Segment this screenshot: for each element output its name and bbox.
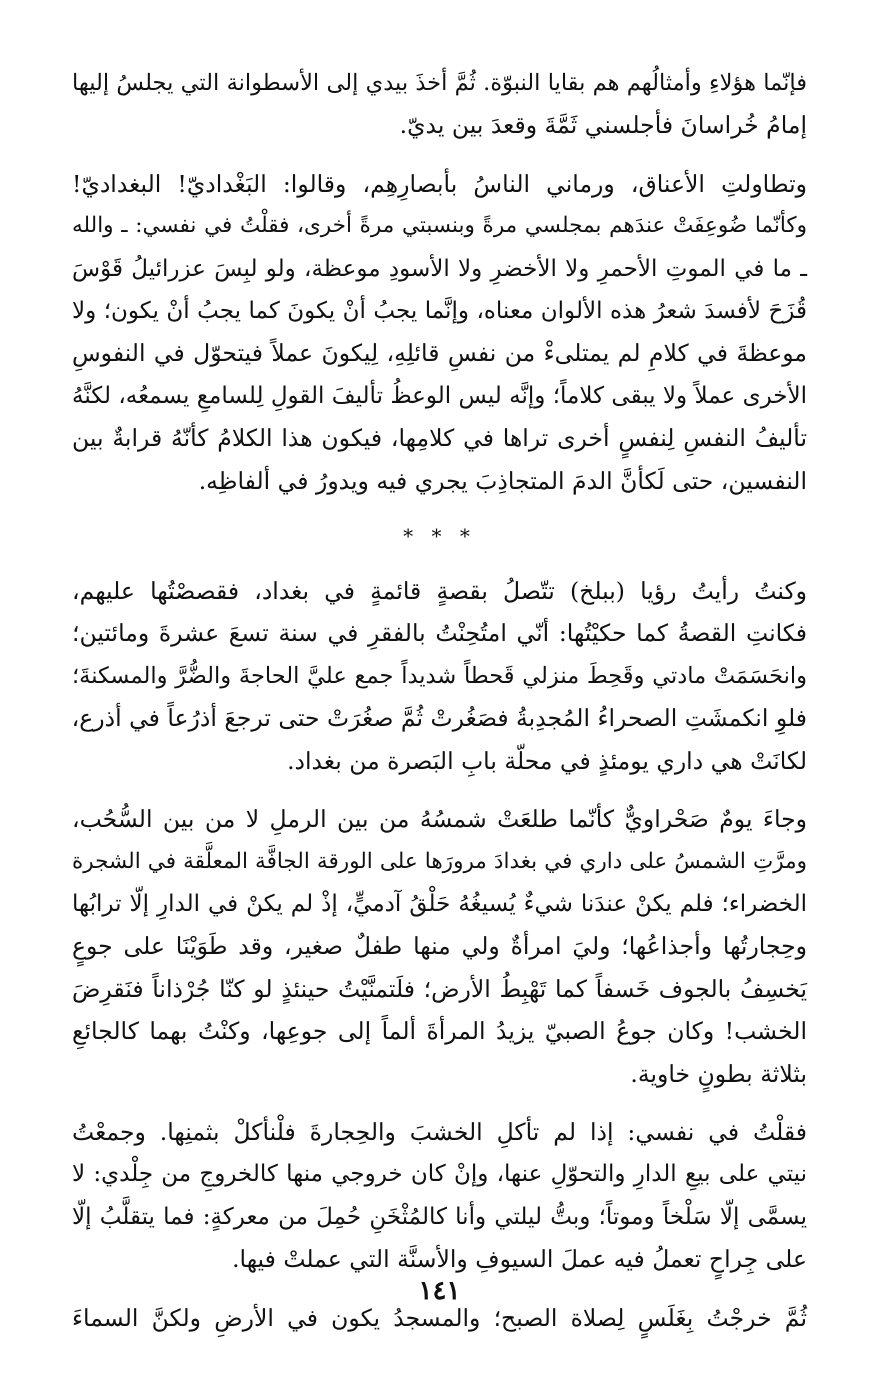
paragraph-1 <box>72 62 807 147</box>
text-line: يَخسِفُ بالجوف خَسفاً كما تَهْبِطُ الأرض؛ فلَتمنَّيْتُ حينئذٍ لو كنّا جُرْذاناً فنَقرِضَ <box>72 974 807 1003</box>
paragraph-5 <box>72 1111 807 1281</box>
paragraph-3 <box>72 570 807 782</box>
text-line: موعظةَ في كلامِ لم يمتلىءْ من نفسِ قائلِهِ، لِيكونَ عملاً فيتحوّل في النفوسِ <box>72 339 807 368</box>
text-line: الخضراء؛ فلم يكنْ عندَنا شيءٌ يُسيغُهُ حَلْقُ آدميٍّ، إذْ لم يكنْ في الدارِ إلّا ترابُها <box>72 890 808 917</box>
text-line: فقلْتُ في نفسي: إذا لم تأكلِ الخشبَ والحِجارةَ فلْنأكلْ بثمنِها. وجمعْتُ <box>72 1117 807 1146</box>
paragraph-4 <box>72 798 807 1095</box>
text-line: فإنّما هؤلاءِ وأمثالُهم هم بقايا النبوّة. ثُمَّ أخذَ بيدي إلى الأسطوانة التي يجلسُ إليها <box>72 70 807 96</box>
text-line: فلوِ انكمشَتِ الصحراءُ المُجدِبةُ فصَغُرتْ ثُمَّ صغُرَتْ حتى ترجعَ أذرُعاً في أذرع، <box>71 704 807 733</box>
page-number: ١٤١ <box>418 1276 461 1306</box>
text-line: على جِراحٍ تعملُ فيه عملَ السيوفِ والأسنَّة التي عملتْ فيها. <box>232 1245 807 1274</box>
text-line: ومرَّتِ الشمسُ على داري في بغدادَ مرورَها على الورقة الجافَّة المعلَّقة في الشجرة <box>72 848 807 874</box>
text-line: وانحَسَمَتْ مادتي وقَحِطَ منزلي قَحطاً شديداً جمع عليَّ الحاجةَ والضُّرَّ والمسكنةَ؛ <box>72 662 807 689</box>
text-line: وتطاولتِ الأعناق، ورماني الناسُ بأبصارِهِم، وقالوا: البَغْداديّ! البغداديّ! <box>72 169 807 198</box>
paragraph-2 <box>72 163 807 502</box>
text-line: فكانتِ القصةُ كما حكيْتُها: أنّي امتُحِنْتُ بالفقرِ في سنة تسعَ عشرةَ ومائتين؛ <box>72 619 807 648</box>
text-line: يسمَّى إلّا سَلْخاً وموتاً؛ وبتُّ ليلتي وأنا كالمُثْخَنِ حُمِلَ من معركةٍ: فما يتقلَّبُ إلّا <box>72 1203 807 1230</box>
text-line: بثلاثة بطونٍ خاوية. <box>630 1059 807 1088</box>
text-line: لكانَتْ هي داري يومئذٍ في محلّة بابِ البَصرة من بغداد. <box>287 746 807 775</box>
text-line: إمامُ خُراسانَ فأجلسني ثَمَّةَ وقعدَ بين يديّ. <box>399 111 807 140</box>
text-line: الخشب! وكان جوعُ الصبيّ يزيدُ المرأةَ ألماً إلى جوعِها، وكنْتُ بهما كالجائعِ <box>72 1017 807 1046</box>
text-line: ثُمَّ خرجْتُ بِغَلَسٍ لِصلاة الصبح؛ والمسجدُ يكون في الأرضِ ولكنَّ السماءَ <box>72 1303 807 1332</box>
text-line: وحِجارتُها وأجذاعُها؛ وليَ امرأةٌ ولي منها طفلٌ صغير، وقد طَوَيْنَا على جوعٍ <box>72 932 807 961</box>
text-line: تأليفُ النفسِ لِنفسٍ أخرى تراها في كلامِها، فيكون هذا الكلامُ كأنّهُ قرابةٌ بين <box>72 424 807 453</box>
section-separator: * * * <box>403 524 476 549</box>
text-line: وجاءَ يومٌ صَحْراويٌّ كأنّما طلعَتْ شمسُهُ من بين الرملِ لا من بين السُّحُب، <box>72 805 807 834</box>
text-line: نيتي على بيعِ الدارِ والتحوّلِ عنها، وإنْ كان خروجي منها كالخروجِ من جِلْدي: لا <box>72 1161 808 1188</box>
text-line: الأخرى عملاً ولا يبقى كلاماً؛ وإنَّه ليس الوعظُ تأليفَ القولِ لِلسامعِ يسمعُه، لكنَّهُ <box>72 382 807 409</box>
text-line: النفسين، حتى لَكأنَّ الدمَ المتجاذِبَ يجري فيه ويدورُ في ألفاظِه. <box>198 466 807 495</box>
text-line: ـ ما في الموتِ الأحمرِ ولا الأخضرِ ولا الأسودِ موعظة، ولو لبِسَ عزرائيلُ قَوْسَ <box>72 255 807 282</box>
text-line: وكأنّما ضُوعِفَتْ عندَهم بمجلسي مرةً وبنسبتي مرةً أخرى، فقلْتُ في نفسي: ـ والله <box>72 213 807 239</box>
text-line: قُزَحَ لأفسدَ شعرُ هذه الألوان معناه، وإنَّما يجبُ أنْ يكونَ كما يجبُ أنْ يكون؛ ولا <box>72 298 807 325</box>
text-line: وكنتُ رأيتُ رؤيا (ببلخ) تتّصلُ بقصةٍ قائمةٍ في بغداد، فقصصْتُها عليهم، <box>72 577 807 606</box>
